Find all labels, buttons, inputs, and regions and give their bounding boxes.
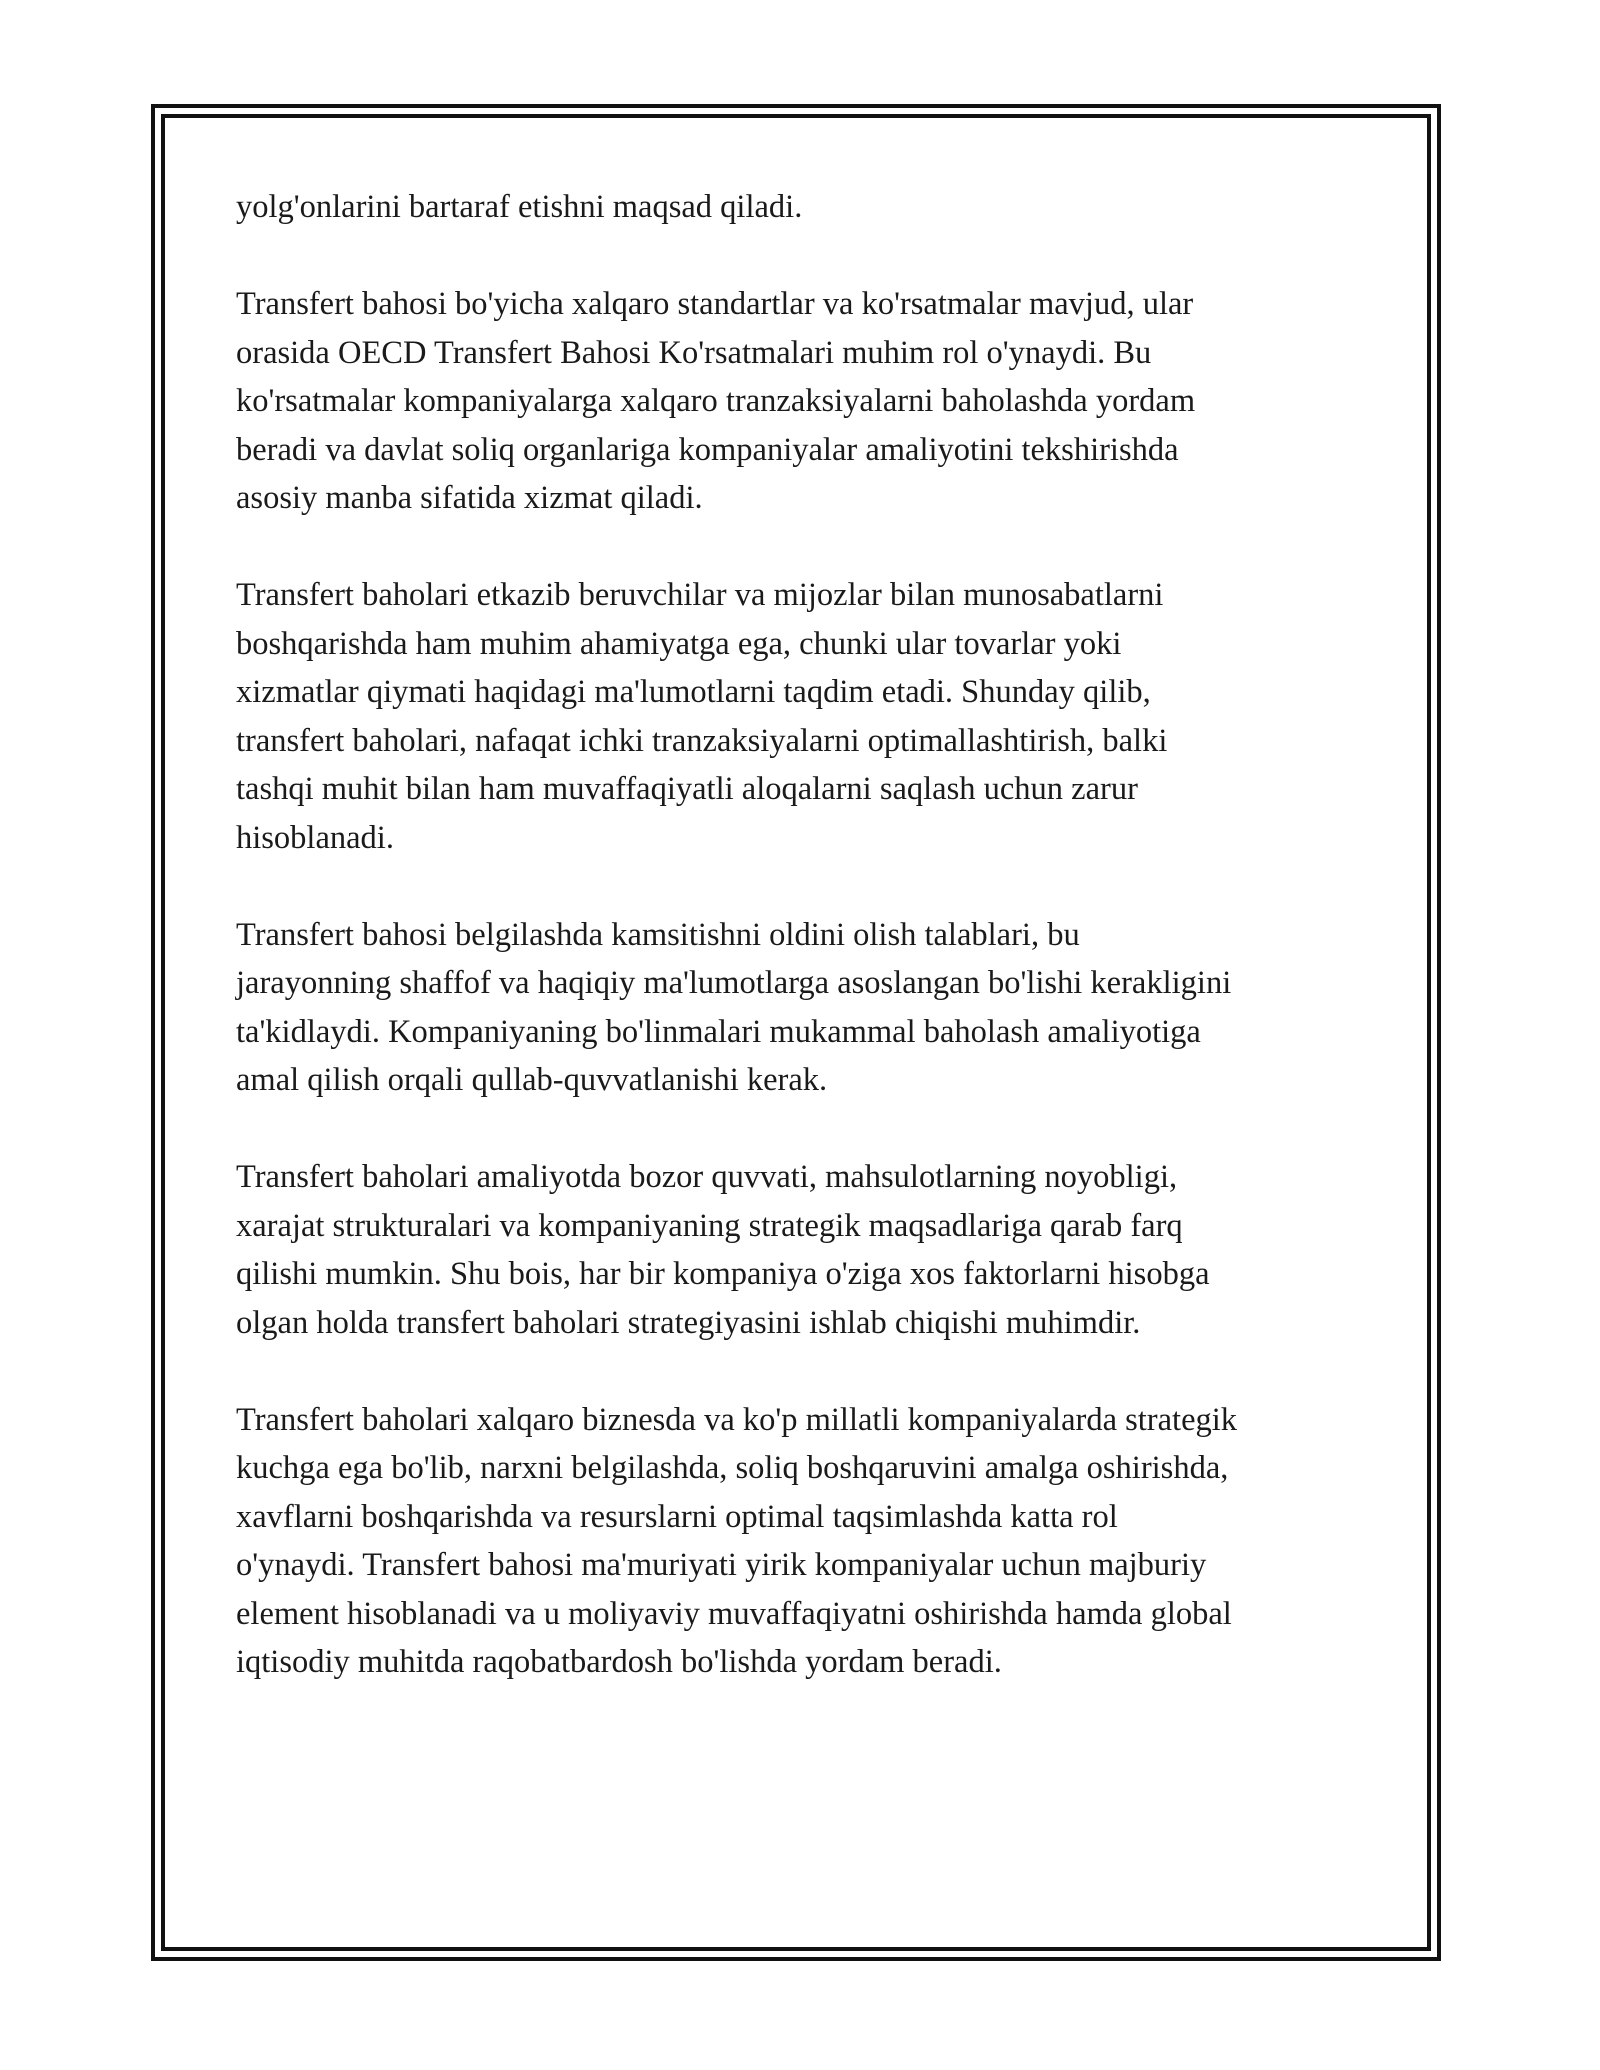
- paragraph-5: Transfert baholari amaliyotda bozor quvvati, mahsulotlarning noyobligi, xarajat strukturalari va kompaniyaning strategik maqsadlariga qarab farq qilishi mumkin. Shu bois, har bir kompaniya o'ziga xos faktorlarni hisobga olgan holda transfert baholari strategiyasini ishlab chiqishi muhimdir.: [236, 1159, 1210, 1341]
- paragraph-3: Transfert baholari etkazib beruvchilar va mijozlar bilan munosabatlarni boshqarishda ham muhim ahamiyatga ega, chunki ular tovarlar yoki xizmatlar qiymati haqidagi ma'lumotlarni taqdim etadi. Shunday qilib, transfert baholari, nafaqat ichki tranzaksiyalarni optimallashtirish, balki tashqi muhit bilan ham muvaffaqiyatli aloqalarni saqlash uchun zarur hisoblanadi.: [236, 577, 1168, 856]
- paragraph-2: Transfert bahosi bo'yicha xalqaro standartlar va ko'rsatmalar mavjud, ular orasida OECD Transfert Bahosi Ko'rsatmalari muhim rol o'ynaydi. Bu ko'rsatmalar kompaniyalarga xalqaro tranzaksiyalarni baholashda yordam beradi va davlat soliq organlariga kompaniyalar amaliyotini tekshirishda asosiy manba sifatida xizmat qiladi.: [236, 286, 1196, 516]
- document-body: [236, 183, 1386, 1735]
- paragraph-1: yolg'onlarini bartaraf etishni maqsad qiladi.: [236, 189, 803, 225]
- paragraph-4: Transfert bahosi belgilashda kamsitishni oldini olish talablari, bu jarayonning shaffof va haqiqiy ma'lumotlarga asoslangan bo'lishi kerakligini ta'kidlaydi. Kompaniyaning bo'linmalari mukammal baholash amaliyotiga amal qilish orqali qullab-quvvatlanishi kerak.: [236, 916, 1232, 1098]
- paragraph-6: Transfert baholari xalqaro biznesda va ko'p millatli kompaniyalarda strategik kuchga ega bo'lib, narxni belgilashda, soliq boshqaruvini amalga oshirishda, xavflarni boshqarishda va resurslarni optimal taqsimlashda katta rol o'ynaydi. Transfert bahosi ma'muriyati yirik kompaniyalar uchun majburiy element hisoblanadi va u moliyaviy muvaffaqiyatni oshirishda hamda global iqtisodiy muhitda raqobatbardosh bo'lishda yordam beradi.: [236, 1401, 1238, 1680]
